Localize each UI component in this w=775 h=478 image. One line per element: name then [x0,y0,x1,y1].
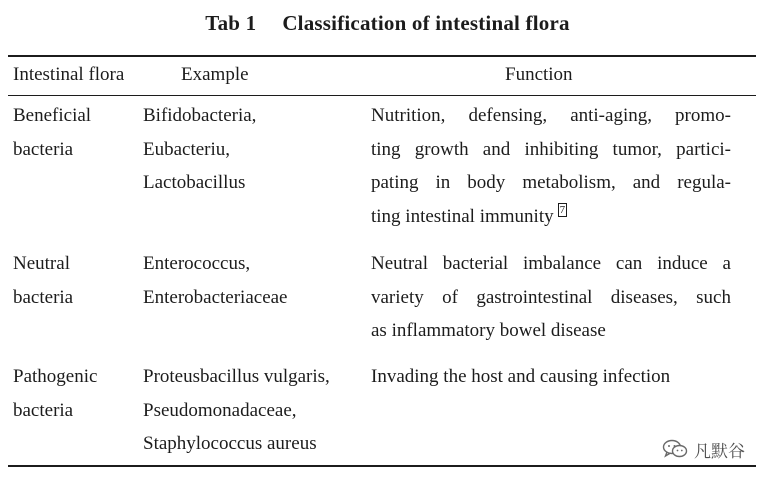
example-line: Lactobacillus [143,172,246,193]
function-line: variety of gastrointestinal diseases, such [371,286,731,308]
caption-number: Tab 1 [205,11,257,35]
flora-cell [13,99,91,166]
example-line: Eubacteriu, [143,138,231,160]
watermark [662,437,745,461]
header-function: Function [505,64,573,85]
flora-line: Pathogenic [13,366,98,387]
function-cell [371,360,731,394]
function-line [371,200,731,234]
flora-line: Neutral [13,253,70,274]
table-caption [0,11,775,36]
example-line: Pseudomonadaceae, [143,399,297,421]
function-line: Neutral bacterial imbalance can induce a [371,253,731,274]
function-line: Nutrition, defensing, anti-aging, promo- [371,105,731,126]
caption-title: Classification of intestinal flora [282,11,570,35]
watermark-text: 凡默谷 [694,441,745,462]
function-cell [371,99,731,233]
example-cell [143,360,330,461]
reference-marker: 7 [559,203,566,216]
header-example: Example [181,64,249,85]
example-cell [143,99,256,200]
flora-line: bacteria [13,286,74,308]
flora-cell [13,360,97,427]
example-line: Staphylococcus aureus [143,433,317,454]
function-line: pating in body metabolism, and regula- [371,172,731,193]
function-line: as inflammatory bowel disease [371,320,606,341]
function-line-text: ting intestinal immunity [371,205,554,227]
example-line: Proteusbacillus vulgaris, [143,366,330,387]
wechat-icon [662,439,688,459]
flora-cell [13,247,73,314]
flora-line: Beneficial [13,105,92,126]
function-cell [371,247,731,348]
flora-line: bacteria [13,138,74,160]
example-line: Enterobacteriaceae [143,286,288,308]
header-flora: Intestinal flora [13,64,125,85]
top-rule [8,55,756,57]
bottom-rule [8,465,756,467]
flora-line: bacteria [13,399,74,421]
header-rule [8,95,756,96]
example-cell [143,247,288,314]
example-line: Bifidobacteria, [143,105,257,126]
example-line: Enterococcus, [143,253,251,274]
function-line: ting growth and inhibiting tumor, partici- [371,138,731,160]
function-line: Invading the host and causing infection [371,366,671,387]
